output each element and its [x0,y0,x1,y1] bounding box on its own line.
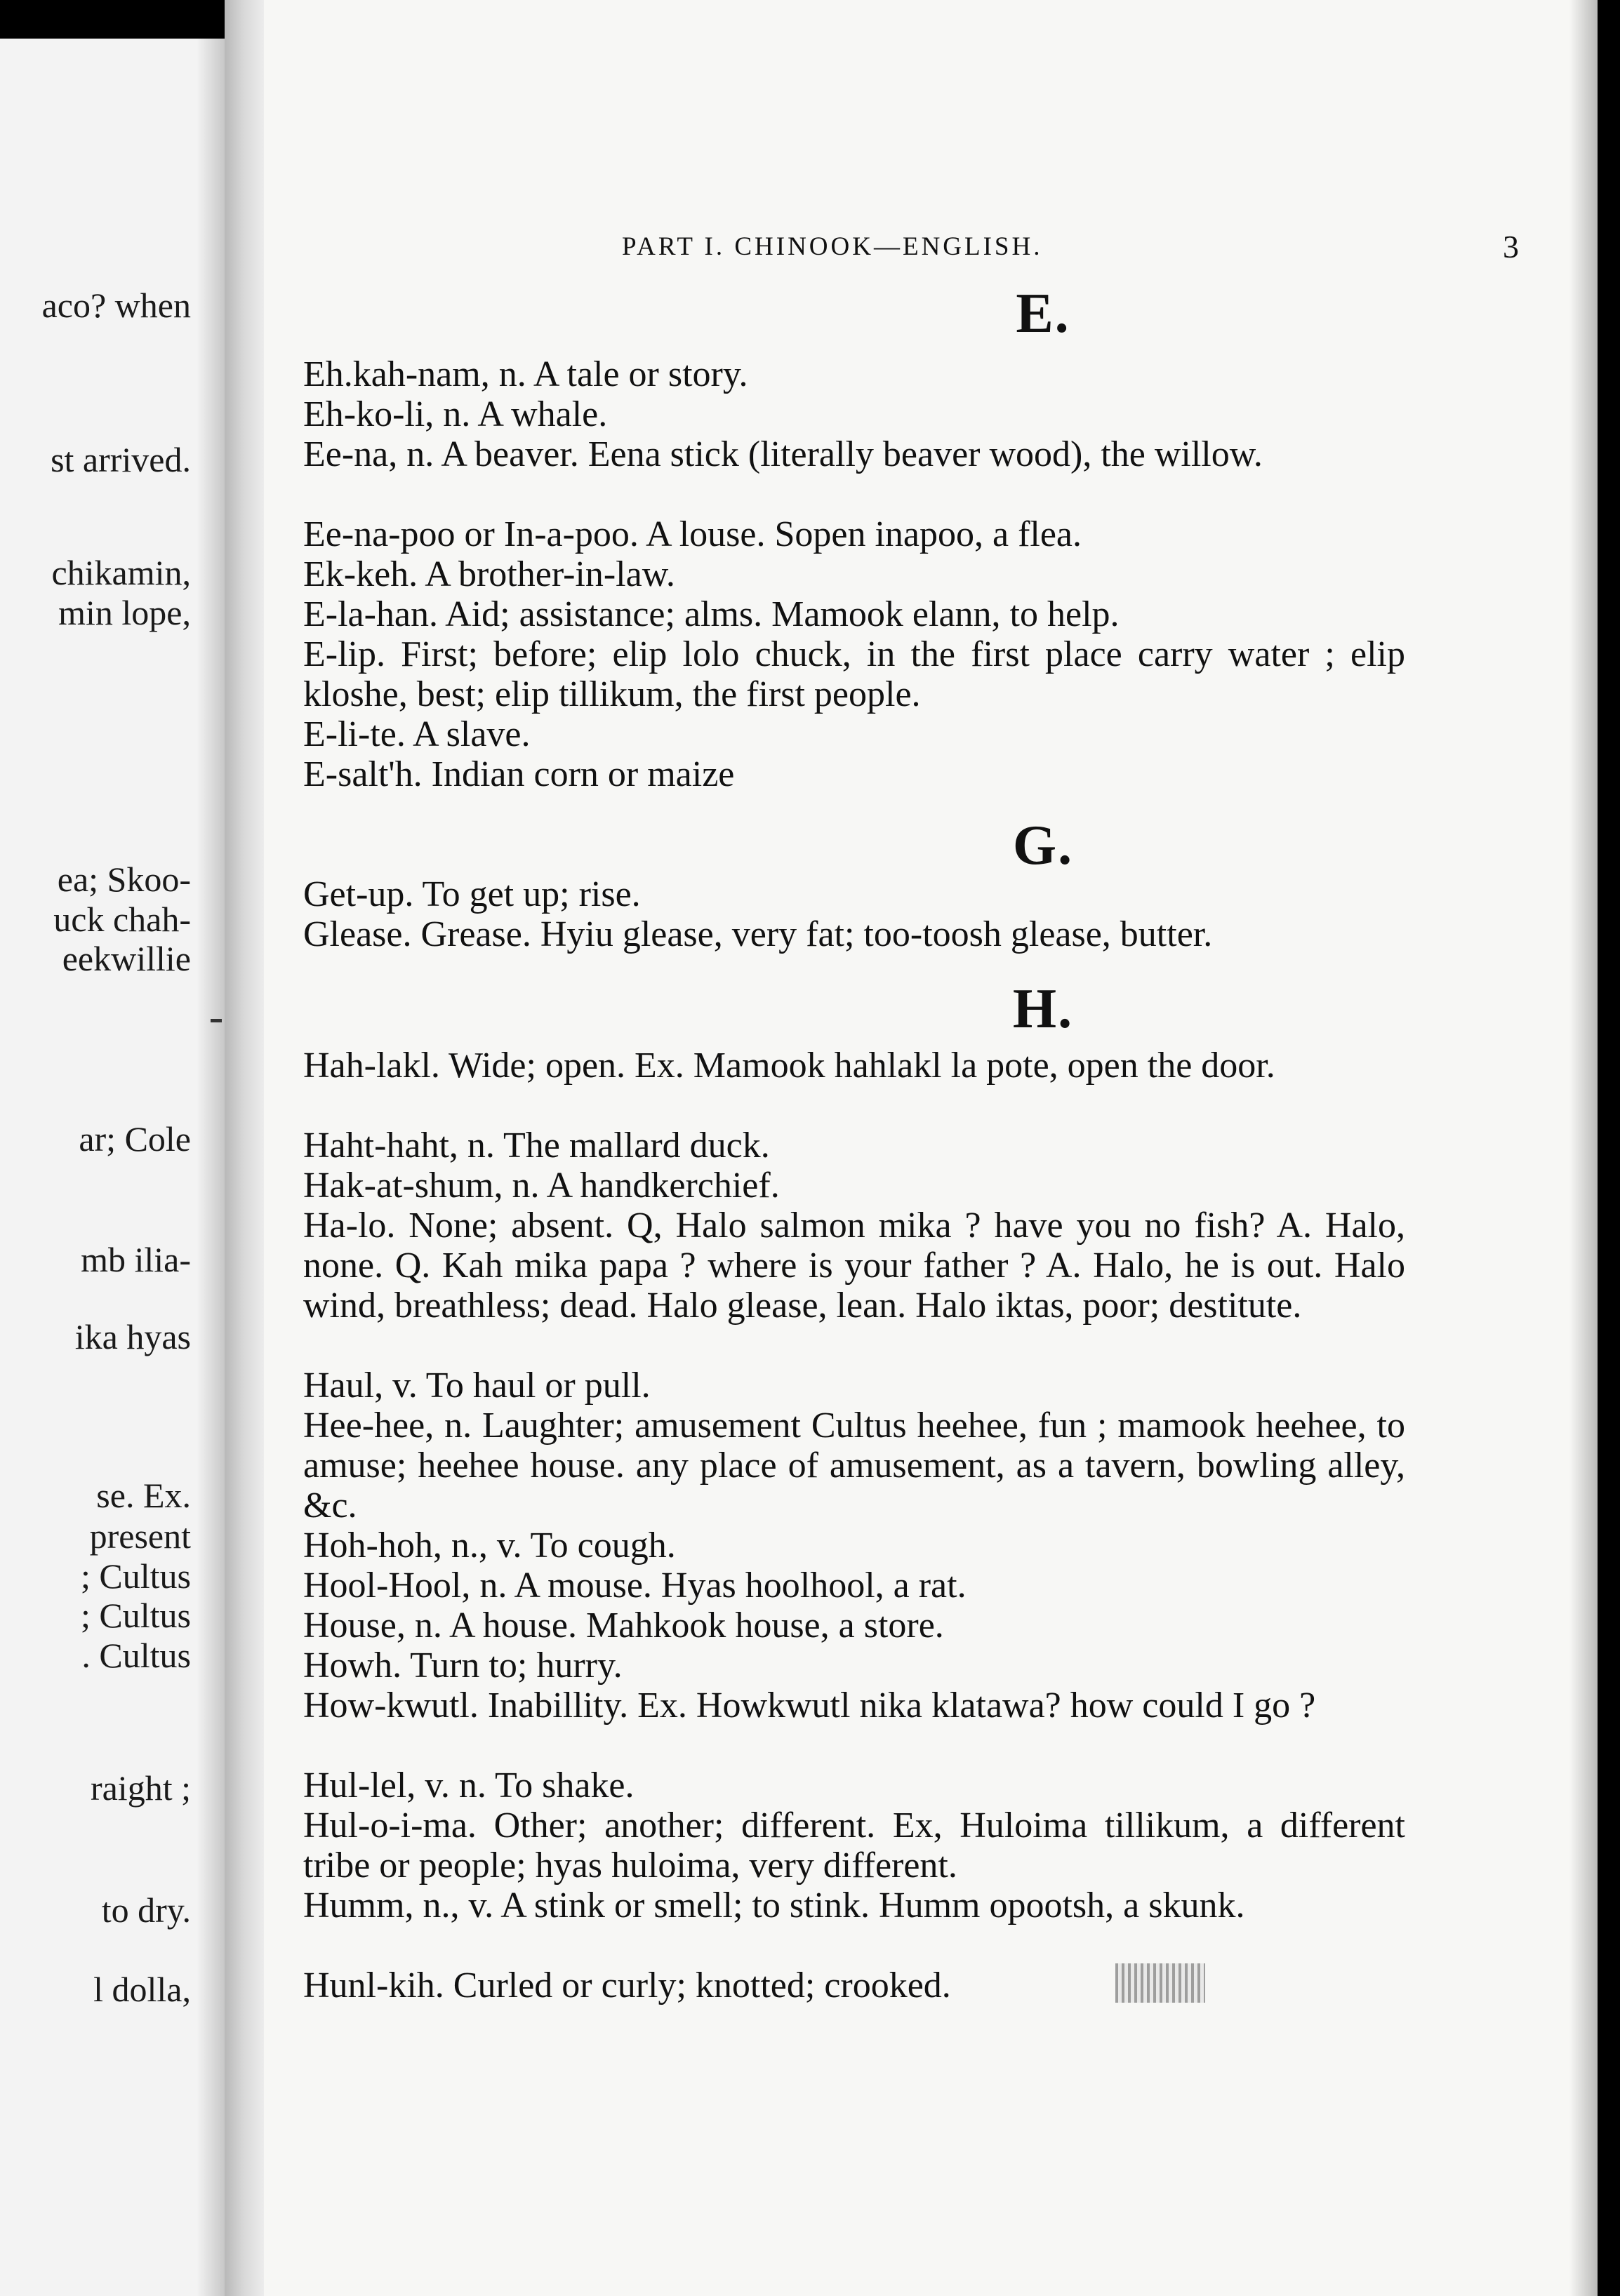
dictionary-entry: Hak-at-shum, n. A handkerchief. [303,1166,780,1206]
left-page-line: st arrived. [51,440,191,479]
dictionary-entry: Hul-o-i-ma. Other; another; different. Ex, Huloima tillikum, a different tribe or people; hyas huloima, very different. [303,1806,1405,1885]
left-page-line: l dolla, [93,1970,191,2009]
dictionary-entry: E-li-te. A slave. [303,714,531,754]
dictionary-entry: Eh.kah-nam, n. A tale or story. [303,354,748,394]
library-stamp-mark [1115,1963,1205,2003]
dictionary-entry: Hee-hee, n. Laughter; amusement Cultus heehee, fun ; mamook heehee, to amuse; heehee house. any place of amusement, as a tavern, bowling alley, &c. [303,1406,1405,1526]
page-number: 3 [1503,229,1519,265]
left-page-line: mb ilia- [81,1240,191,1279]
left-page-line: raight ; [90,1768,191,1808]
dictionary-entry: Ha-lo. None; absent. Q, Halo salmon mika ? have you no fish? A. Halo, none. Q. Kah mika papa ? where is your father ? A. Halo, he is out. Halo wind, breathless; dead. Halo glease, lean. Halo iktas, poor; destitute. [303,1206,1405,1326]
dictionary-entry: Hool-Hool, n. A mouse. Hyas hoolhool, a rat. [303,1566,967,1606]
gutter-shadow [197,39,225,2296]
section-heading-g: G. [1012,815,1074,876]
dictionary-entry: Hoh-hoh, n., v. To cough. [303,1526,676,1566]
left-page-line: ; Cultus [81,1556,191,1596]
left-page-line: ; Cultus [81,1596,191,1635]
left-page-line: . Cultus [81,1636,191,1675]
dictionary-entry: Haht-haht, n. The mallard duck. [303,1126,770,1166]
dictionary-entry: Ee-na, n. A beaver. Eena stick (literally beaver wood), the willow. [303,434,1263,474]
page-edge-shadow [1569,0,1598,2296]
dictionary-entry: Eh-ko-li, n. A whale. [303,394,608,434]
dictionary-entry: E-la-han. Aid; assistance; alms. Mamook elann, to help. [303,594,1120,634]
dictionary-entry: Haul, v. To haul or pull. [303,1366,651,1406]
left-page-line: aco? when [41,286,191,325]
dictionary-entry: Glease. Grease. Hyiu glease, very fat; too-toosh glease, butter. [303,914,1213,954]
running-head: PART I. CHINOOK—ENGLISH. [622,232,1043,261]
left-page-line: eekwillie [62,939,191,978]
dictionary-entry: E-lip. First; before; elip lolo chuck, in the first place carry water ; elip kloshe, best; elip tillikum, the first people. [303,634,1405,714]
dictionary-entry: Get-up. To get up; rise. [303,874,641,914]
left-page-line: se. Ex. [96,1476,191,1515]
left-page-line: ea; Skoo- [57,860,191,899]
left-page-line: present [89,1516,191,1556]
left-page-line: ar; Cole [79,1119,191,1159]
right-page [264,0,1598,2296]
dictionary-entry: Hah-lakl. Wide; open. Ex. Mamook hahlakl la pote, open the door. [303,1046,1275,1086]
section-heading-e: E. [1016,283,1070,345]
left-page-line: ika hyas [74,1317,191,1356]
dictionary-entry: How-kwutl. Inabillity. Ex. Howkwutl nika klatawa? how could I go ? [303,1686,1316,1726]
left-page-line: uck chah- [53,900,191,939]
dictionary-entry: E-salt'h. Indian corn or maize [303,754,735,794]
left-page-line: chikamin, [51,553,191,592]
dictionary-entry: Howh. Turn to; hurry. [303,1646,623,1686]
dictionary-entry: Humm, n., v. A stink or smell; to stink. Humm opootsh, a skunk. [303,1885,1245,1925]
dictionary-entry: House, n. A house. Mahkook house, a store. [303,1606,944,1646]
left-page-line: min lope, [58,593,191,632]
dictionary-entry: Ee-na-poo or In-a-poo. A louse. Sopen inapoo, a flea. [303,514,1082,554]
left-facing-page [0,39,225,2296]
dictionary-entry: Ek-keh. A brother-in-law. [303,554,675,594]
dictionary-entry: Hunl-kih. Curled or curly; knotted; crooked. [303,1965,951,2005]
margin-dash-mark [211,1019,222,1022]
book-spine-gutter [225,0,267,2296]
dictionary-entry: Hul-lel, v. n. To shake. [303,1766,635,1806]
section-heading-h: H. [1012,978,1074,1040]
left-page-line: to dry. [101,1890,191,1930]
